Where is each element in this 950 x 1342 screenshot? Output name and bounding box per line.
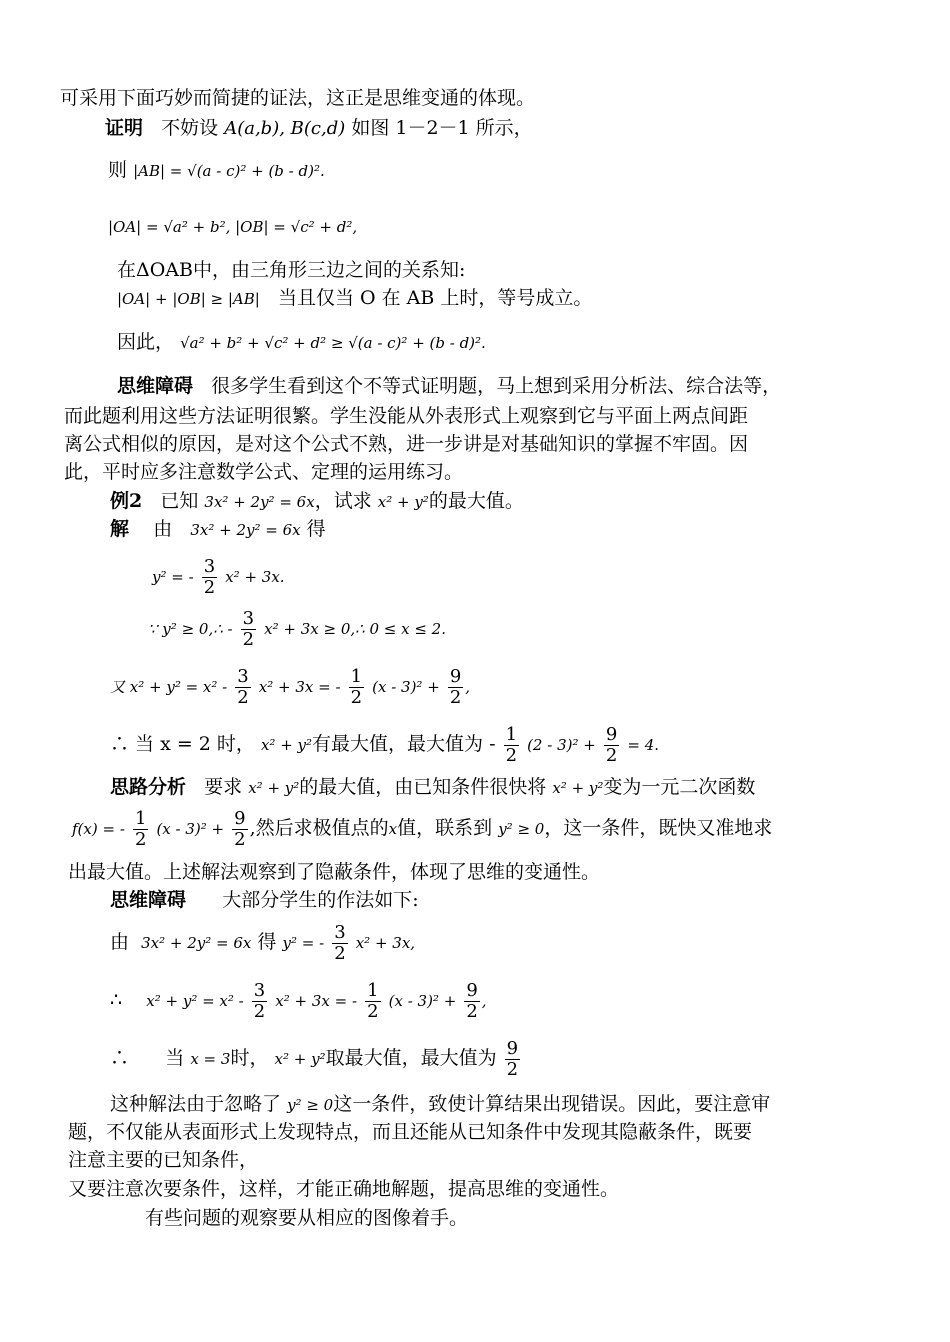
closing-line5 bbox=[145, 1206, 468, 1230]
analysis-b: 的最大值，由已知条件很快将 bbox=[299, 776, 547, 798]
wrong-step1-eq: 3x² + 2y² = 6x bbox=[141, 934, 252, 952]
example2-text-c: 的最大值。 bbox=[428, 490, 524, 512]
closing-line2 bbox=[68, 1120, 752, 1144]
example2-equation: 3x² + 2y² = 6x bbox=[204, 493, 315, 511]
proof-points: A(a,b), B(c,d) bbox=[224, 118, 346, 139]
closing-text3: 注意主要的已知条件， bbox=[68, 1149, 259, 1171]
closing-b: 这一条件，致使计算结果出现错误。因此，要注意审 bbox=[333, 1093, 771, 1115]
example2-target: x² + y² bbox=[377, 493, 429, 511]
max-xy: x² + y² bbox=[260, 736, 313, 754]
analysis-xy2: x² + y² bbox=[552, 779, 604, 797]
obstacle2-label: 思维障碍 bbox=[110, 889, 187, 911]
solution-label: 解 bbox=[110, 518, 130, 540]
analysis-xy: x² + y² bbox=[248, 779, 300, 797]
fraction-one-half: $\frac{1}{2}$ bbox=[367, 979, 379, 1022]
wrong-step1-b: y² = - bbox=[282, 934, 325, 952]
obstacle1-line1 bbox=[117, 374, 781, 398]
fraction-nine-half: $\frac{9}{2}$ bbox=[605, 723, 618, 766]
ze-label: 则 bbox=[108, 159, 128, 181]
fraction-nine-half: $\frac{9}{2}$ bbox=[506, 1037, 519, 1080]
fx-y: y² ≥ 0 bbox=[498, 820, 545, 838]
final-inequality: √a² + b² + √c² + d² ≥ √(a - c)² + (b - d)². bbox=[180, 334, 486, 352]
wrong-step2 bbox=[110, 978, 487, 1023]
oa-ob-line bbox=[108, 214, 357, 239]
wrong-step3-c: 时， bbox=[230, 1047, 269, 1069]
max-b: 有最大值，最大值为 - bbox=[312, 733, 496, 755]
solution-equation: 3x² + 2y² = 6x bbox=[190, 521, 301, 539]
yinci-label: 因此， bbox=[117, 331, 175, 353]
obstacle1-line3 bbox=[64, 432, 748, 456]
fraction-one-half: $\frac{1}{2}$ bbox=[134, 807, 147, 850]
analysis-c: 变为一元二次函数 bbox=[603, 776, 756, 798]
obstacle1-text3: 离公式相似的原因，是对这个公式不熟，进一步讲是对基础知识的掌握不牢固。因 bbox=[64, 433, 749, 455]
analysis-label: 思路分析 bbox=[110, 776, 187, 798]
max-a: ∴ 当 x = 2 时， bbox=[110, 733, 255, 755]
solution-you: 由 bbox=[153, 518, 173, 540]
obstacle2-line bbox=[110, 888, 419, 912]
obstacle1-line2 bbox=[64, 404, 748, 428]
wrong-step1 bbox=[110, 920, 415, 965]
wrong-step2-e: , bbox=[481, 992, 487, 1010]
analysis-line2 bbox=[72, 806, 772, 851]
ab-distance-line bbox=[108, 158, 325, 183]
fx-a: f(x) = - bbox=[72, 820, 125, 838]
rewrite-c: (x - 3)² + bbox=[372, 678, 440, 696]
wrong-step2-c: x² + 3x = - bbox=[275, 992, 358, 1010]
wrong-step3-a: ∴ bbox=[110, 1047, 130, 1069]
fx-c: ,然后求极值点的 bbox=[249, 817, 389, 839]
triangle-inequality-line bbox=[117, 286, 592, 311]
wrong-step3-d: 取最大值，最大值为 bbox=[325, 1047, 497, 1069]
proof-heading bbox=[105, 116, 533, 141]
fraction-nine-half: $\frac{9}{2}$ bbox=[234, 807, 246, 850]
fraction-nine-half: $\frac{9}{2}$ bbox=[449, 665, 462, 708]
triangle-inequality: |OA| + |OB| ≥ |AB| bbox=[117, 290, 260, 308]
triangle-line bbox=[117, 258, 465, 282]
rewrite-a: 又 x² + y² = x² - bbox=[110, 678, 228, 696]
fx-b: (x - 3)² + bbox=[156, 820, 225, 838]
example2-text-a: 已知 bbox=[160, 490, 199, 512]
fraction-three-half: $\frac{3}{2}$ bbox=[203, 555, 216, 598]
wrong-step1-c: x² + 3x, bbox=[355, 934, 416, 952]
fraction-one-half: $\frac{1}{2}$ bbox=[350, 665, 363, 708]
obstacle2-text: 大部分学生的作法如下: bbox=[222, 889, 419, 911]
max-d: = 4. bbox=[627, 736, 660, 754]
analysis-line1 bbox=[110, 775, 755, 800]
conclusion-line bbox=[117, 330, 486, 355]
analysis-a: 要求 bbox=[204, 776, 243, 798]
fraction-nine-half: $\frac{9}{2}$ bbox=[466, 979, 478, 1022]
max-line bbox=[110, 722, 659, 767]
because-b: x² + 3x ≥ 0,∴ 0 ≤ x ≤ 2. bbox=[264, 620, 446, 638]
rewrite-d: , bbox=[465, 678, 471, 696]
closing-text5: 有些问题的观察要从相应的图像着手。 bbox=[145, 1207, 469, 1229]
closing-line4 bbox=[68, 1177, 619, 1201]
intro-line bbox=[60, 86, 535, 110]
solution-line bbox=[110, 517, 326, 542]
closing-a: 这种解法由于忽略了 bbox=[110, 1093, 282, 1115]
y2-equation-line bbox=[152, 554, 285, 599]
analysis-line3 bbox=[68, 860, 600, 884]
example2-line bbox=[110, 489, 524, 514]
obstacle1-label: 思维障碍 bbox=[117, 375, 194, 397]
wrong-step1-de: 得 bbox=[257, 931, 277, 953]
solution-de: 得 bbox=[306, 518, 326, 540]
rewrite-line bbox=[110, 664, 470, 709]
wrong-step1-a: 由 bbox=[110, 931, 130, 953]
obstacle1-text2: 而此题利用这些方法证明很繁。学生没能从外表形式上观察到它与平面上两点间距 bbox=[64, 405, 749, 427]
max-c: (2 - 3)² + bbox=[527, 736, 596, 754]
fraction-three-half: $\frac{3}{2}$ bbox=[253, 979, 266, 1022]
wrong-step2-a: ∴ bbox=[110, 989, 123, 1011]
wrong-step2-b: x² + y² = x² - bbox=[146, 992, 244, 1010]
fraction-three-half: $\frac{3}{2}$ bbox=[242, 607, 255, 650]
closing-text2: 题，不仅能从表面形式上发现特点，而且还能从已知条件中发现其隐蔽条件，既要 bbox=[68, 1121, 753, 1143]
obstacle1-text1: 很多学生看到这个不等式证明题，马上想到采用分析法、综合法等， bbox=[211, 375, 782, 397]
fx-d: 值，联系到 bbox=[397, 817, 493, 839]
obstacle1-line4 bbox=[64, 460, 463, 484]
proof-text: 不妨设 bbox=[161, 117, 219, 139]
wrong-step3-b: 当 bbox=[165, 1047, 185, 1069]
wrong-step3 bbox=[110, 1036, 522, 1081]
ab-distance-formula: |AB| = √(a - c)² + (b - d)². bbox=[133, 162, 325, 180]
y2-eq-a: y² = - bbox=[152, 568, 194, 586]
closing-line3 bbox=[68, 1148, 258, 1172]
example2-text-b: ，试求 bbox=[314, 490, 372, 512]
triangle-text: 在ΔOAB中，由三角形三边之间的关系知: bbox=[117, 259, 466, 281]
fraction-one-half: $\frac{1}{2}$ bbox=[505, 723, 518, 766]
fx-e: ，这一条件，既快又准地求 bbox=[544, 817, 773, 839]
closing-text4: 又要注意次要条件，这样，才能正确地解题，提高思维的变通性。 bbox=[68, 1178, 620, 1200]
y2-eq-b: x² + 3x. bbox=[225, 568, 285, 586]
proof-label: 证明 bbox=[105, 117, 144, 139]
equality-condition: 当且仅当 O 在 AB 上时，等号成立。 bbox=[277, 287, 593, 309]
fraction-three-half: $\frac{3}{2}$ bbox=[237, 665, 249, 708]
fraction-three-half: $\frac{3}{2}$ bbox=[334, 921, 346, 964]
oa-ob-formula: |OA| = √a² + b², |OB| = √c² + d², bbox=[108, 218, 358, 236]
analysis-text3: 出最大值。上述解法观察到了隐蔽条件，体现了思维的变通性。 bbox=[68, 861, 601, 883]
wrong-step3-xy: x² + y² bbox=[274, 1050, 326, 1068]
closing-line1 bbox=[110, 1092, 770, 1117]
because-line bbox=[148, 606, 446, 651]
fx-x: x bbox=[388, 820, 398, 838]
wrong-step3-x: x = 3 bbox=[190, 1050, 231, 1068]
obstacle1-text4: 此，平时应多注意数学公式、定理的运用练习。 bbox=[64, 461, 464, 483]
proof-tail: 如图 1－2－1 所示， bbox=[351, 117, 533, 139]
rewrite-b: x² + 3x = - bbox=[258, 678, 341, 696]
because-a: ∵ y² ≥ 0,∴ - bbox=[148, 620, 233, 638]
example2-label: 例2 bbox=[110, 490, 143, 512]
closing-y: y² ≥ 0 bbox=[287, 1096, 334, 1114]
wrong-step2-d: (x - 3)² + bbox=[388, 992, 457, 1010]
intro-text: 可采用下面巧妙而简捷的证法，这正是思维变通的体现。 bbox=[60, 87, 536, 109]
